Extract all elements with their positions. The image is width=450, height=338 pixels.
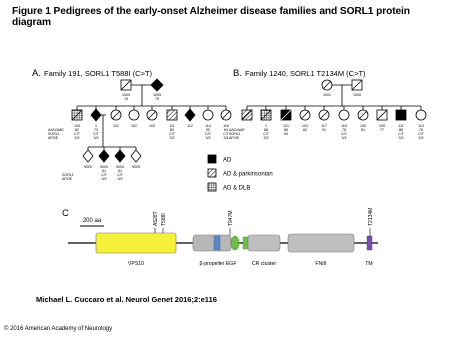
a-gen4-id-9004: 9004 <box>116 165 124 169</box>
b-gen3-info-101-0: 86 <box>284 128 288 132</box>
svg-text:AAO/AAE: AAO/AAE <box>48 128 64 132</box>
svg-text:SORL1: SORL1 <box>229 132 241 136</box>
person-a-102 <box>129 110 139 120</box>
person-a-9000 <box>83 150 93 162</box>
a-gen3-info-114-0: 90 <box>206 128 210 132</box>
a-gen3-info-104-2: 3/3 <box>74 136 80 140</box>
mutation-t2134m: T2134M <box>368 207 374 226</box>
legend-label-ad-parkinsonian: AD & parkinsonian <box>223 171 273 178</box>
figure-title: Figure 1 Pedigrees of the early-onset Alzheimer disease families and SORL1 protein diagram <box>12 6 410 28</box>
a-gen3-id-112: 112 <box>187 124 193 128</box>
mutation-a528t: A528T <box>153 211 159 226</box>
b-gen3-id-1: 1 <box>265 124 267 128</box>
a-gen3-id-103: 103 <box>149 124 155 128</box>
b-gen3-info-113-0: 76 <box>419 128 423 132</box>
a-gen3-id-114: 114 <box>205 124 211 128</box>
figure-credit: Michael L. Cuccaro et al. Neurol Genet 2016;2:e116 <box>36 295 217 304</box>
a-gen3-info-116-0: 84 <box>224 128 228 132</box>
b-gen3-info-103-0: 83 <box>303 128 307 132</box>
a-gen4-info-9003-2: 3/3 <box>101 177 107 181</box>
panel-c-letter: C <box>62 208 69 219</box>
b-gen3-info-117-0: 91 <box>322 128 326 132</box>
panel-a <box>32 68 231 181</box>
a-gen3-info-116-2: 3/4 <box>223 136 229 140</box>
domain-propeller-blue <box>214 236 220 250</box>
a-gen4-info-9004-1: C/T <box>117 173 123 177</box>
a-gen3-id-116: 116 <box>223 124 229 128</box>
gen3-labels-b <box>263 124 425 140</box>
gen2-label-a-0-age: 76 <box>124 97 128 101</box>
row-labels-a <box>48 128 64 140</box>
domain-cr-cluster <box>248 235 280 251</box>
b-gen3-info-119-0: 78 <box>342 128 346 132</box>
b-gen3-id-101: 101 <box>283 124 289 128</box>
gen2-label-a-0-id: 1000 <box>122 93 130 97</box>
b-gen3-info-101-1: 83 <box>284 132 288 136</box>
gen2-label-a-1-age: 79 <box>155 97 159 101</box>
person-a-1005 <box>151 79 163 91</box>
domain-vps10 <box>96 233 176 253</box>
b-gen3-info-113-2: 3/3 <box>418 136 424 140</box>
gen4-labels-a <box>84 165 140 181</box>
a-gen4-info-9003-0: 61 <box>102 169 106 173</box>
person-a-111 <box>167 110 177 120</box>
panel-b-title: Family 1240, SORL1 T2134M (C>T) <box>245 69 366 78</box>
row-labels-a-gen4 <box>62 173 74 181</box>
domain-cr-green <box>243 237 248 249</box>
b-gen3-info-119-1: C/C <box>340 132 348 136</box>
person-b-119 <box>339 110 349 120</box>
a-gen3-info-111-1: C/T <box>169 132 175 136</box>
pedigree-a-gen4 <box>83 147 141 162</box>
a-gen4-id-9003: 9003 <box>100 165 108 169</box>
b-gen3-info-111-1: C/T <box>398 132 404 136</box>
person-b-113 <box>416 110 426 120</box>
a-gen4-info-9004-0: 61 <box>118 169 122 173</box>
b-gen3-id-105: 105 <box>360 124 366 128</box>
domain-propeller <box>193 235 231 251</box>
panel-b-letter: B. <box>233 68 242 79</box>
mutation-markers <box>153 208 374 236</box>
b-gen3-info-119-2: 3/4 <box>341 136 347 140</box>
panel-a-title: Family 191, SORL1 T588I (C>T) <box>44 69 153 78</box>
a-gen3-id-111: 111 <box>169 124 175 128</box>
a-gen3-info-1-1: C/T <box>93 132 99 136</box>
person-a-1 <box>91 109 101 121</box>
a-gen3-info-1-0: 73 <box>94 128 98 132</box>
a-gen3-info-114-2: 3/3 <box>205 136 211 140</box>
b-gen3-id-109: 109 <box>379 124 385 128</box>
a-gen3-id-104: 104 <box>74 124 80 128</box>
svg-text:APOE: APOE <box>229 136 239 140</box>
svg-text:APOE: APOE <box>48 136 58 140</box>
a-gen3-info-111-0: 89 <box>170 128 174 132</box>
a-gen3-info-116-1: C/T <box>223 132 229 136</box>
person-a-9005 <box>131 150 141 162</box>
b-gen3-id-119: 119 <box>341 124 347 128</box>
a-gen3-id-101: 101 <box>113 124 119 128</box>
a-gen3-info-1-2: 3/4 <box>93 136 99 140</box>
a-gen3-info-104-1: C/T <box>74 132 80 136</box>
svg-text:1001: 1001 <box>323 93 331 97</box>
b-gen3-info-113-1: C/T <box>418 132 424 136</box>
b-gen3-info-111-2: 3/3 <box>398 136 404 140</box>
b-gen3-info-1-0: 86 <box>264 128 268 132</box>
mutation-t588i: T588I <box>161 213 167 226</box>
b-gen3-id-113: 113 <box>418 124 424 128</box>
row-labels-b <box>229 128 245 140</box>
domain-tm <box>367 236 372 250</box>
label-cr-cluster: CR cluster <box>251 261 277 267</box>
scale-label: 200 aa <box>82 218 102 224</box>
a-gen4-info-9003-1: C/T <box>101 173 107 177</box>
legend-label-ad: AD <box>223 157 232 164</box>
a-gen4-info-9004-2: 3/3 <box>117 177 123 181</box>
domain-egf <box>231 236 239 250</box>
svg-text:SORL1: SORL1 <box>48 132 60 136</box>
a-gen3-id-102: 102 <box>131 124 137 128</box>
legend-swatch-ad <box>208 155 216 163</box>
person-b-111 <box>396 110 406 120</box>
person-a-9003 <box>99 150 109 162</box>
label-propeller-egf: β-propeller EGF <box>199 261 237 267</box>
pedigree-a-gen3 <box>72 106 231 121</box>
svg-text:SORL1: SORL1 <box>62 173 74 177</box>
svg-text:1000: 1000 <box>353 93 361 97</box>
b-gen3-id-111: 111 <box>398 124 404 128</box>
person-a-9004 <box>115 150 125 162</box>
legend-swatch-ad-dlb <box>208 183 216 191</box>
a-gen3-info-114-1: C/C <box>204 132 212 136</box>
b-gen3-info-1-2: 3/3 <box>263 136 269 140</box>
b-gen3-info-109-0: 77 <box>380 128 384 132</box>
gen3-labels-a <box>74 124 230 140</box>
b-gen3-info-1-1: C/T <box>263 132 269 136</box>
mutation-t947m: T947M <box>228 210 234 226</box>
label-fniii: FNIII <box>315 261 327 267</box>
label-tm: TM <box>365 261 373 267</box>
a-gen3-id-1: 1 <box>95 124 97 128</box>
legend <box>208 155 273 192</box>
copyright-notice: © 2016 American Academy of Neurology <box>4 326 113 332</box>
a-gen3-info-104-0: 82 <box>75 128 79 132</box>
svg-text:AAO/AAE: AAO/AAE <box>229 128 245 132</box>
a-gen3-info-111-2: 3/3 <box>169 136 175 140</box>
person-a-114 <box>203 110 213 120</box>
b-gen3-info-105-0: 81 <box>361 128 365 132</box>
legend-swatch-ad-parkinsonian <box>208 169 216 177</box>
svg-text:APOE: APOE <box>62 177 72 181</box>
pedigree-b-gen3 <box>242 106 426 120</box>
legend-label-ad-dlb: AD & DLB <box>223 185 251 192</box>
b-gen3-id-103: 103 <box>302 124 308 128</box>
label-vps10: VPS10 <box>127 261 145 267</box>
domain-fniii <box>288 234 354 252</box>
b-gen3-id-117: 117 <box>321 124 327 128</box>
person-a-112 <box>185 109 195 121</box>
gen2-label-a-1-id: 1005 <box>153 93 161 97</box>
a-gen4-id-9005: 9005 <box>132 165 140 169</box>
b-gen3-info-111-0: 88 <box>399 128 403 132</box>
a-gen4-id-9000: 9000 <box>84 165 92 169</box>
panel-b <box>229 68 426 140</box>
panel-a-letter: A. <box>32 68 41 79</box>
panel-c <box>62 208 378 267</box>
